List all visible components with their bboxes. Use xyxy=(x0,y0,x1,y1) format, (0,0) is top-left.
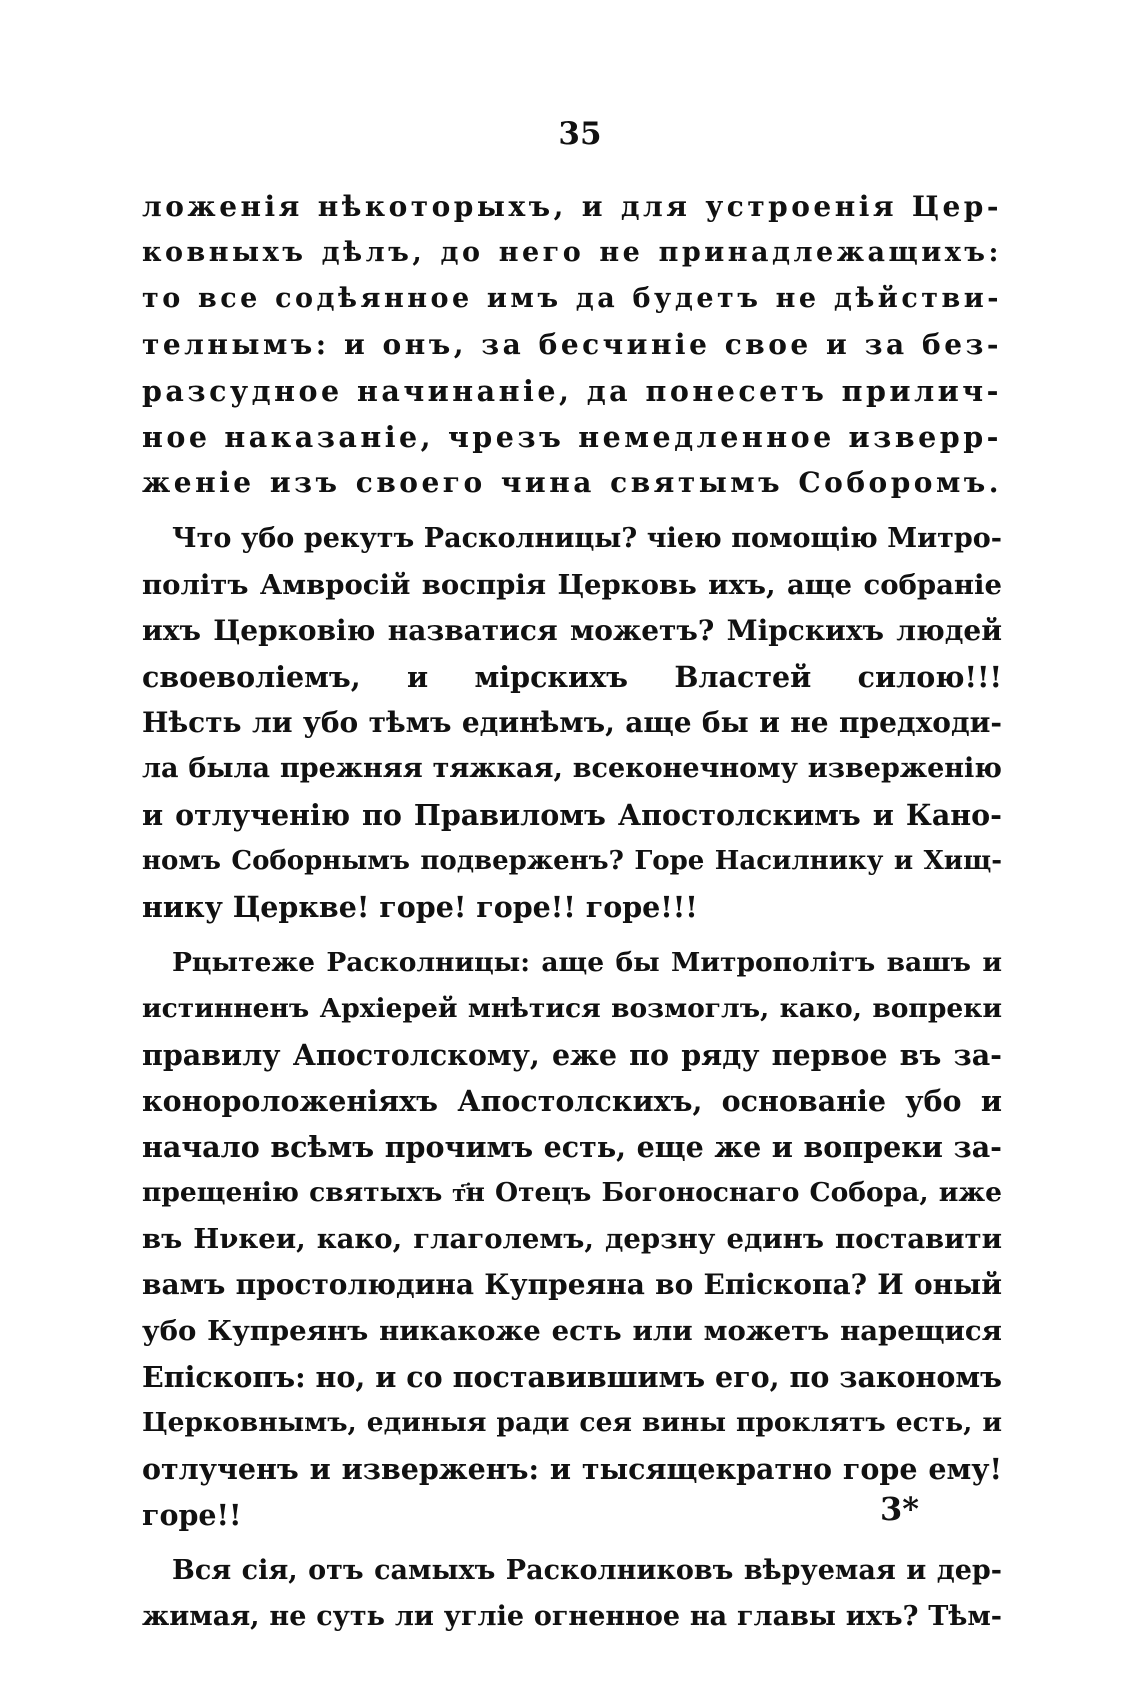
text-line: ихъ Церковію назватися можетъ? Мірскихъ людей xyxy=(142,614,1002,647)
text-line: правилу Апостолскому, еже по ряду первое въ за- xyxy=(142,1038,1002,1072)
text-line: убо Купреянъ никакоже есть или можетъ нарещися xyxy=(142,1315,1002,1347)
text-line: телнымъ: и онъ, за бесчиніе свое и за без- xyxy=(142,328,1002,361)
text-line: Нѣсть ли убо тѣмъ единѣмъ, аще бы и не предходи- xyxy=(142,706,1002,739)
text-line: горе!! xyxy=(142,1498,242,1532)
text-line: прещенію святыхъ т҃н Отецъ Богоноснаго Собора, иже xyxy=(142,1177,1002,1208)
paragraph-4 xyxy=(142,1548,1002,1640)
text-line: своеволіемъ, и мірскихъ Властей силою!!! xyxy=(142,660,1002,694)
text-line: отлученъ и изверженъ: и тысящекратно горе ему! xyxy=(142,1452,1002,1486)
text-line: номъ Соборнымъ подверженъ? Горе Насилнику и Хищ- xyxy=(142,846,1002,876)
text-line: Вся сія, отъ самыхъ Расколниковъ вѣруемая и дер- xyxy=(172,1555,1002,1586)
text-line: женіе изъ своего чина святымъ Соборомъ. xyxy=(142,466,1002,499)
page-number: 35 xyxy=(558,116,602,152)
text-line: жимая, не суть ли угліе огненное на главы ихъ? Тѣм- xyxy=(142,1601,1002,1632)
text-line: Рцытеже Расколницы: аще бы Митрополітъ вашъ и xyxy=(172,947,1002,978)
text-line: конopоложеніяхъ Апостолскихъ, основаніе убо и xyxy=(142,1084,1002,1118)
text-line: політъ Амвросій воспрія Церковь ихъ, аще собраніе xyxy=(142,569,1002,601)
body-text xyxy=(142,184,1002,1640)
paragraph-3 xyxy=(142,940,1002,1538)
text-line: вамъ простолюдина Купреяна во Епіскопа? И оный xyxy=(142,1268,1002,1301)
text-line: разсудное начинаніе, да понесетъ прилич- xyxy=(142,374,1002,408)
text-line: ложенія нѣкоторыхъ, и для устроенія Цер- xyxy=(142,190,1002,223)
paragraph-1 xyxy=(142,184,1002,506)
text-line: Церковнымъ, единыя ради сея вины проклятъ есть, и xyxy=(142,1407,1002,1438)
text-line: Епіскопъ: но, и со поставившимъ его, по закономъ xyxy=(142,1360,1002,1394)
text-line: Что убо рекутъ Расколницы? чіею помощію Митро- xyxy=(172,523,1002,554)
text-line: начало всѣмъ прочимъ есть, еще же и вопреки за- xyxy=(142,1130,1002,1164)
text-line: ла была прежняя тяжкая, всеконечному изверженію xyxy=(142,753,1002,784)
text-line: ное наказаніе, чрезъ немедленное изверр- xyxy=(142,420,1002,454)
paragraph-gap xyxy=(142,506,1002,516)
paragraph-gap xyxy=(142,930,1002,940)
text-line: и отлученію по Правиломъ Апостолскимъ и Кано- xyxy=(142,798,1002,832)
paragraph-2 xyxy=(142,516,1002,930)
signature-mark: 3* xyxy=(880,1490,919,1528)
text-line: истинненъ Архіерей мнѣтися возмоглъ, како, вопреки xyxy=(142,993,1002,1024)
text-line: въ Нνкеи, како, глаголемъ, дерзну единъ поставити xyxy=(142,1223,1002,1255)
paragraph-gap xyxy=(142,1538,1002,1548)
text-line: нику Церкве! горе! горе!! горе!!! xyxy=(142,890,698,924)
text-line: ковныхъ дѣлъ, до него не принадлежащихъ: xyxy=(142,237,1002,268)
text-line: то все содѣянное имъ да будетъ не дѣйстви- xyxy=(142,283,1002,314)
